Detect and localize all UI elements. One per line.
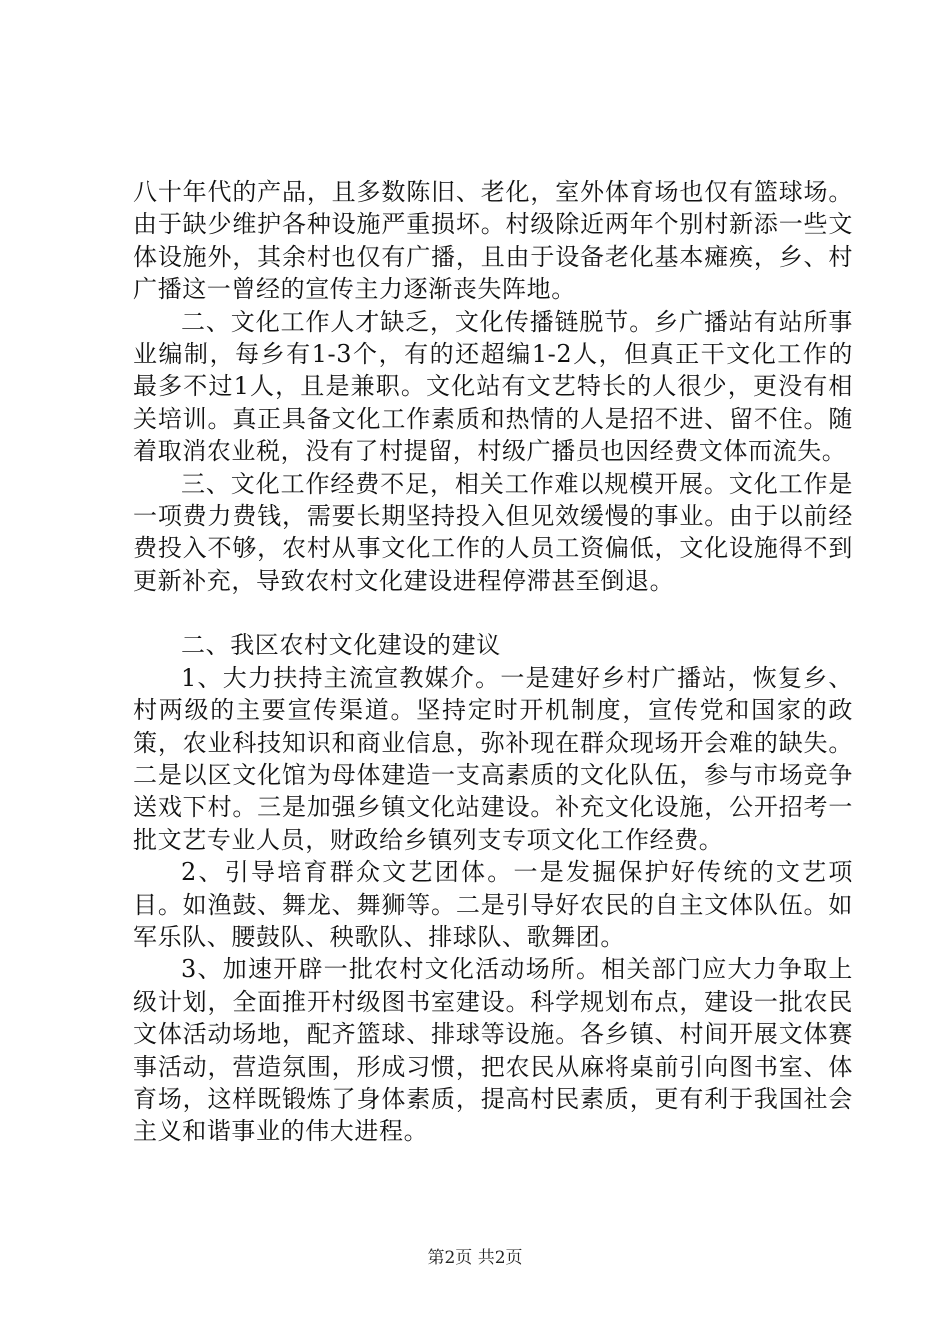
document-body — [133, 176, 853, 1148]
paragraph-continuation: 八十年代的产品，且多数陈旧、老化，室外体育场也仅有篮球场。由于缺少维护各种设施严重损坏。村级除近两年个别村新添一些文体设施外，其余村也仅有广播，且由于设备老化基本瘫痪，乡、村广播这一曾经的宣传主力逐渐丧失阵地。 — [133, 178, 853, 304]
suggestion-venues: 3、加速开辟一批农村文化活动场所。相关部门应大力争取上级计划，全面推开村级图书室建设。科学规划布点，建设一批农民文体活动场地，配齐篮球、排球等设施。各乡镇、村间开展文体赛事活动，营造氛围，形成习惯，把农民从麻将桌前引向图书室、体育场，这样既锻炼了身体素质，提高村民素质，更有利于我国社会主义和谐事业的伟大进程。 — [133, 955, 853, 1146]
page-number-footer: 第2页 共2页 — [427, 1248, 523, 1268]
paragraph-funding-shortage: 三、文化工作经费不足，相关工作难以规模开展。文化工作是一项费力费钱，需要长期坚持投入但见效缓慢的事业。由于以前经费投入不够，农村从事文化工作的人员工资偏低，文化设施得不到更新补充，导致农村文化建设进程停滞甚至倒退。 — [133, 469, 853, 595]
suggestion-media: 1、大力扶持主流宣教媒介。一是建好乡村广播站，恢复乡、村两级的主要宣传渠道。坚持定时开机制度，宣传党和国家的政策，农业科技知识和商业信息，弥补现在群众现场开会难的缺失。二是以区文化馆为母体建造一支高素质的文化队伍，参与市场竞争送戏下村。三是加强乡镇文化站建设。补充文化设施，公开招考一批文艺专业人员，财政给乡镇列支专项文化工作经费。 — [133, 663, 853, 854]
suggestion-art-groups: 2、引导培育群众文艺团体。一是发掘保护好传统的文艺项目。如渔鼓、舞龙、舞狮等。二是引导好农民的自主文体队伍。如军乐队、腰鼓队、秧歌队、排球队、歌舞团。 — [133, 858, 853, 951]
paragraph-talent-shortage: 二、文化工作人才缺乏，文化传播链脱节。乡广播站有站所事业编制，每乡有1-3个，有的还超编1-2人，但真正干文化工作的最多不过1人，且是兼职。文化站有文艺特长的人很少，更没有相关培训。真正具备文化工作素质和热情的人是招不进、留不住。随着取消农业税，没有了村提留，村级广播员也因经费文体而流失。 — [133, 307, 853, 466]
section-heading-suggestions: 二、我区农村文化建设的建议 — [181, 631, 501, 660]
